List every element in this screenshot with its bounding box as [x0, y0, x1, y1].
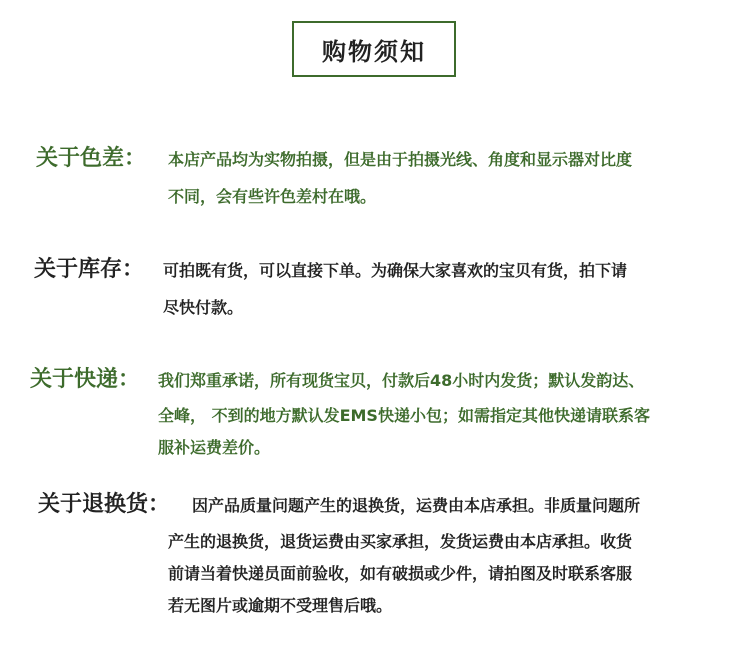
delivery-line-2: 全峰， 不到的地方默认发EMS快递小包；如需指定其他快递请联系客 [158, 406, 650, 425]
heading-returns: 关于退换货： [38, 492, 171, 517]
delivery-line-3: 服补运费差价。 [158, 438, 271, 457]
delivery-line-1: 我们郑重承诺，所有现货宝贝，付款后48小时内发货；默认发韵达、 [158, 371, 645, 390]
color-difference-line-1: 本店产品均为实物拍摄，但是由于拍摄光线、角度和显示器对比度 [168, 150, 633, 169]
page-title: 购物须知 [322, 36, 426, 66]
heading-delivery: 关于快递： [30, 367, 141, 392]
stock-line-2: 尽快付款。 [163, 298, 244, 317]
returns-line-3: 前请当着快递员面前验收，如有破损或少件，请拍图及时联系客服 [168, 564, 633, 583]
color-difference-line-2: 不同，会有些许色差村在哦。 [168, 187, 377, 206]
returns-line-2: 产生的退换货，退货运费由买家承担，发货运费由本店承担。收货 [168, 532, 633, 551]
title-box [292, 21, 456, 77]
returns-line-1: 因产品质量问题产生的退换货，运费由本店承担。非质量问题所 [192, 496, 641, 515]
heading-stock: 关于库存： [34, 257, 145, 282]
stock-line-1: 可拍既有货，可以直接下单。为确保大家喜欢的宝贝有货，拍下请 [163, 261, 628, 280]
returns-line-4: 若无图片或逾期不受理售后哦。 [168, 596, 393, 615]
heading-color-difference: 关于色差： [36, 146, 147, 171]
